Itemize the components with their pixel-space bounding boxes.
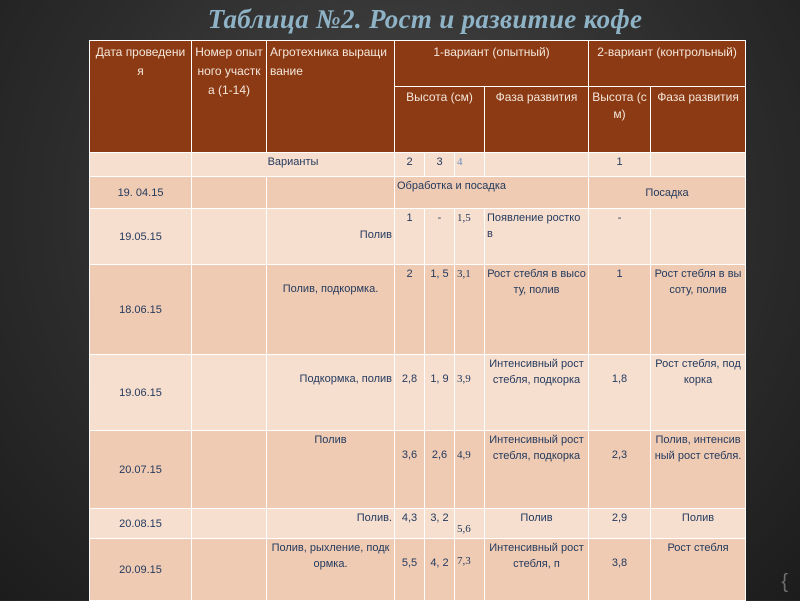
plot-cell [192,265,267,355]
table-row [90,355,746,431]
plot-cell [192,539,267,601]
phase2-cell: Рост стебля, подкорка [651,355,746,431]
phase1-cell: Появление ростков [485,209,589,265]
header-date: Дата проведения [90,41,192,153]
height-b-cell: 1, 5 [425,265,455,355]
variant1-merged-cell: Обработка и посадка [395,177,589,209]
table-row [90,431,746,509]
variant-2-label: 2 [395,153,425,177]
agrotech-cell: Полив. [267,509,395,539]
slide-title: Таблица №2. Рост и развитие кофе [207,4,643,34]
cell [651,153,746,177]
phase2-cell: Полив, интенсивный рост стебля. [651,431,746,509]
header-agrotech: Агротехника выращивание [267,41,395,153]
phase2-cell: Полив [651,509,746,539]
phase1-cell: Полив [485,509,589,539]
height-c-cell: 4,9 [455,431,485,509]
date-cell: 20.08.15 [90,509,192,539]
plot-cell [192,177,267,209]
height-b-cell: 3, 2 [425,509,455,539]
agrotech-cell: Полив, подкормка. [267,265,395,355]
coffee-growth-table [89,40,746,601]
height2-cell: - [589,209,651,265]
height2-cell: 2,3 [589,431,651,509]
height-a-cell: 3,6 [395,431,425,509]
table-row [90,265,746,355]
agrotech-cell: Подкормка, полив [267,355,395,431]
table-row [90,539,746,601]
height-b-cell: 2,6 [425,431,455,509]
plot-cell [192,355,267,431]
height2-cell: 3,8 [589,539,651,601]
variants-label: Варианты [192,153,395,177]
table-row [90,209,746,265]
agrotech-cell: Полив [267,431,395,509]
plot-cell [192,209,267,265]
height-c-cell: 1,5 [455,209,485,265]
cell [90,153,192,177]
phase1-cell: Интенсивный рост стебля, подкорка [485,355,589,431]
height-a-cell: 1 [395,209,425,265]
header-height-2: Высота (см) [589,87,651,153]
phase1-cell: Рост стебля в высоту, полив [485,265,589,355]
variant-3-label: 3 [425,153,455,177]
variant-1-label: 1 [589,153,651,177]
height-b-cell: 1, 9 [425,355,455,431]
header-plot-number: Номер опытного участка (1-14) [192,41,267,153]
table-row [90,177,746,209]
height-a-cell: 5,5 [395,539,425,601]
plot-cell [192,509,267,539]
agrotech-cell: Полив [267,209,395,265]
phase1-cell: Интенсивный рост стебля, подкорка [485,431,589,509]
height-c-cell: 3,1 [455,265,485,355]
height-c-cell: 5,6 [455,509,485,539]
agrotech-cell: Полив, рыхление, подкормка. [267,539,395,601]
height-c-cell: 7,3 [455,539,485,601]
date-cell: 20.07.15 [90,431,192,509]
date-cell: 19. 04.15 [90,177,192,209]
date-cell: 19.06.15 [90,355,192,431]
cell [485,153,589,177]
table-row [90,509,746,539]
height-a-cell: 4,3 [395,509,425,539]
height2-cell: 1 [589,265,651,355]
phase2-cell [651,209,746,265]
agrotech-cell [267,177,395,209]
height-b-cell: - [425,209,455,265]
variants-row [90,153,746,177]
height2-cell: 2,9 [589,509,651,539]
plot-cell [192,431,267,509]
height2-cell: 1,8 [589,355,651,431]
header-row-1 [90,41,746,87]
height-a-cell: 2,8 [395,355,425,431]
phase2-cell: Рост стебля в высоту, полив [651,265,746,355]
date-cell: 20.09.15 [90,539,192,601]
height-b-cell: 4, 2 [425,539,455,601]
phase2-cell: Рост стебля [651,539,746,601]
header-height-1: Высота (см) [395,87,485,153]
height-a-cell: 2 [395,265,425,355]
header-phase-2: Фаза развития [651,87,746,153]
phase1-cell: Интенсивный рост стебля, п [485,539,589,601]
header-variant-2: 2-вариант (контрольный) [589,41,746,87]
height-c-cell: 3,9 [455,355,485,431]
header-phase-1: Фаза развития [485,87,589,153]
header-variant-1: 1-вариант (опытный) [395,41,589,87]
date-cell: 19.05.15 [90,209,192,265]
corner-bracket-icon: { [781,571,788,593]
variant2-merged-cell: Посадка [589,177,746,209]
date-cell: 18.06.15 [90,265,192,355]
variant-4-label: 4 [455,153,485,177]
